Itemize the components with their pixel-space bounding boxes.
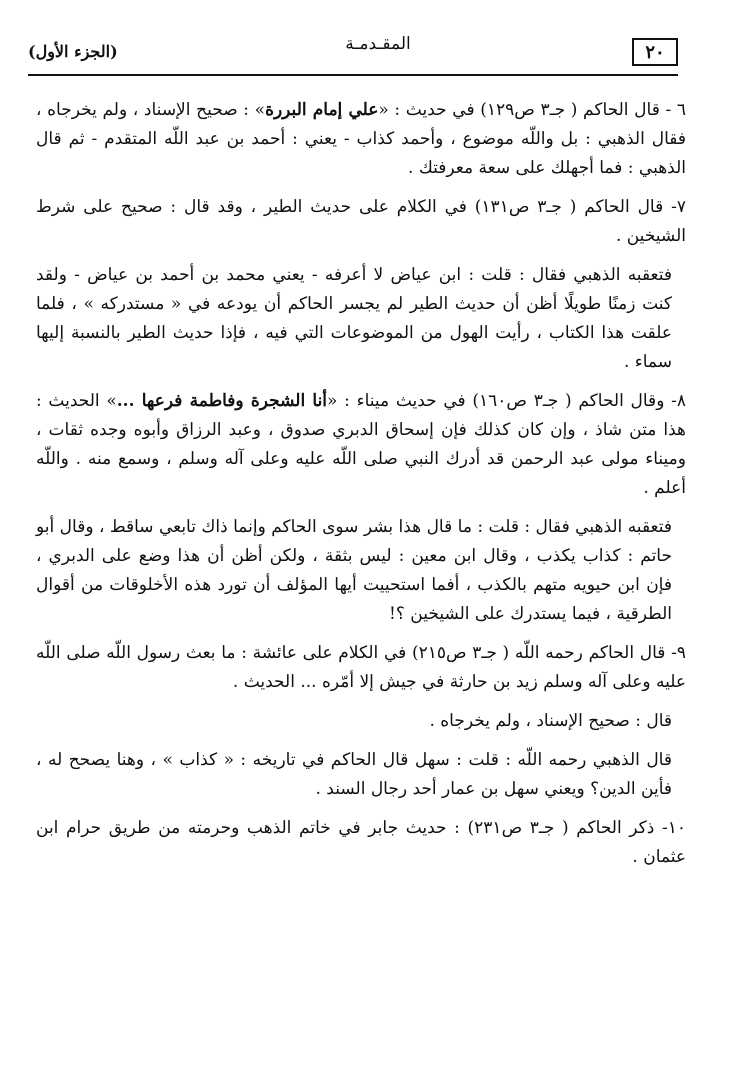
paragraph-dhahabi-comment-9: قال الذهبي رحمه اللّه : قلت : سهل قال الحاكم في تاريخه : « كذاب » ، وهنا يصحح له ، فأين الدين؟ ويعني سهل بن عمار أحد رجال السند . xyxy=(36,750,672,799)
paragraph-dhahabi-comment-8: فتعقبه الذهبي فقال : قلت : ما قال هذا بشر سوى الحاكم وإنما ذاك تابعي ساقط ، وقال أبو حاتم : كذاب يكذب ، وقال ابن معين : ليس بثقة ، ولكن أظن أن هذا وضع على الدبري ، فإن ابن حيويه متهم بالكذب ، أفما استحييت أيها المؤلف أن تورد هذه الأخلوقات من أقوال الطرقية ، فيما يستدرك على الشيخين ؟! xyxy=(36,517,672,624)
paragraph-hakim-verdict-9: قال : صحيح الإسناد ، ولم يخرجاه . xyxy=(429,711,672,731)
page-header xyxy=(28,28,678,76)
page-number-box: ٢٠ xyxy=(632,38,678,66)
running-title: المقـدمـة xyxy=(345,34,411,54)
hadith-title: أنا الشجرة وفاطمة فرعها ... xyxy=(116,391,328,411)
paragraph-item-9: ٩- قال الحاكم رحمه اللّه ( جـ٣ ص٢١٥) في الكلام على عائشة : ما بعث رسول اللّه صلى اللّه عليه وعلى آله وسلم زيد بن حارثة في جيش إلا أمّره ... الحديث . xyxy=(36,643,686,692)
volume-label: (الجزء الأول) xyxy=(28,42,118,61)
hadith-title: علي إمام البررة xyxy=(265,100,379,120)
paragraph-item-7: ٧- قال الحاكم ( جـ٣ ص١٣١) في الكلام على حديث الطير ، وقد قال : صحيح على شرط الشيخين . xyxy=(36,197,686,246)
paragraph-item-8: ٨- وقال الحاكم ( جـ٣ ص١٦٠) في حديث ميناء : «أنا الشجرة وفاطمة فرعها ...» الحديث : هذا متن شاذ ، وإن كان كذلك فإن إسحاق الدبري صدوق ، وعبد الرزاق وأبوه وجده ثقات ، وميناء مولى عبد الرحمن قد أدرك النبي صلى اللّه عليه وعلى آله وسلم ، وسمع منه . واللّه أعلم . xyxy=(36,391,686,498)
paragraph-item-6: ٦ - قال الحاكم ( جـ٣ ص١٢٩) في حديث : «علي إمام البررة» : صحيح الإسناد ، ولم يخرجاه ، فقال الذهبي : بل واللّه موضوع ، وأحمد كذاب - يعني : أحمد بن عبد اللّه المتقدم - ثم قال الذهبي : فما أجهلك على سعة معرفتك . xyxy=(36,100,686,178)
paragraph-dhahabi-comment-7: فتعقبه الذهبي فقال : قلت : ابن عياض لا أعرفه - يعني محمد بن أحمد بن عياض - ولقد كنت زمنًا طويلًا أظن أن حديث الطير لم يجسر الحاكم أن يودعه في « مستدركه » ، فلما علقت هذا الكتاب ، رأيت الهول من الموضوعات التي فيه ، فإذا حديث الطير بالنسبة إليها سماء . xyxy=(36,265,672,372)
page-body xyxy=(36,96,686,882)
paragraph-item-10: ١٠- ذكر الحاكم ( جـ٣ ص٢٣١) : حديث جابر في خاتم الذهب وحرمته من طريق حرام ابن عثمان . xyxy=(36,818,686,867)
